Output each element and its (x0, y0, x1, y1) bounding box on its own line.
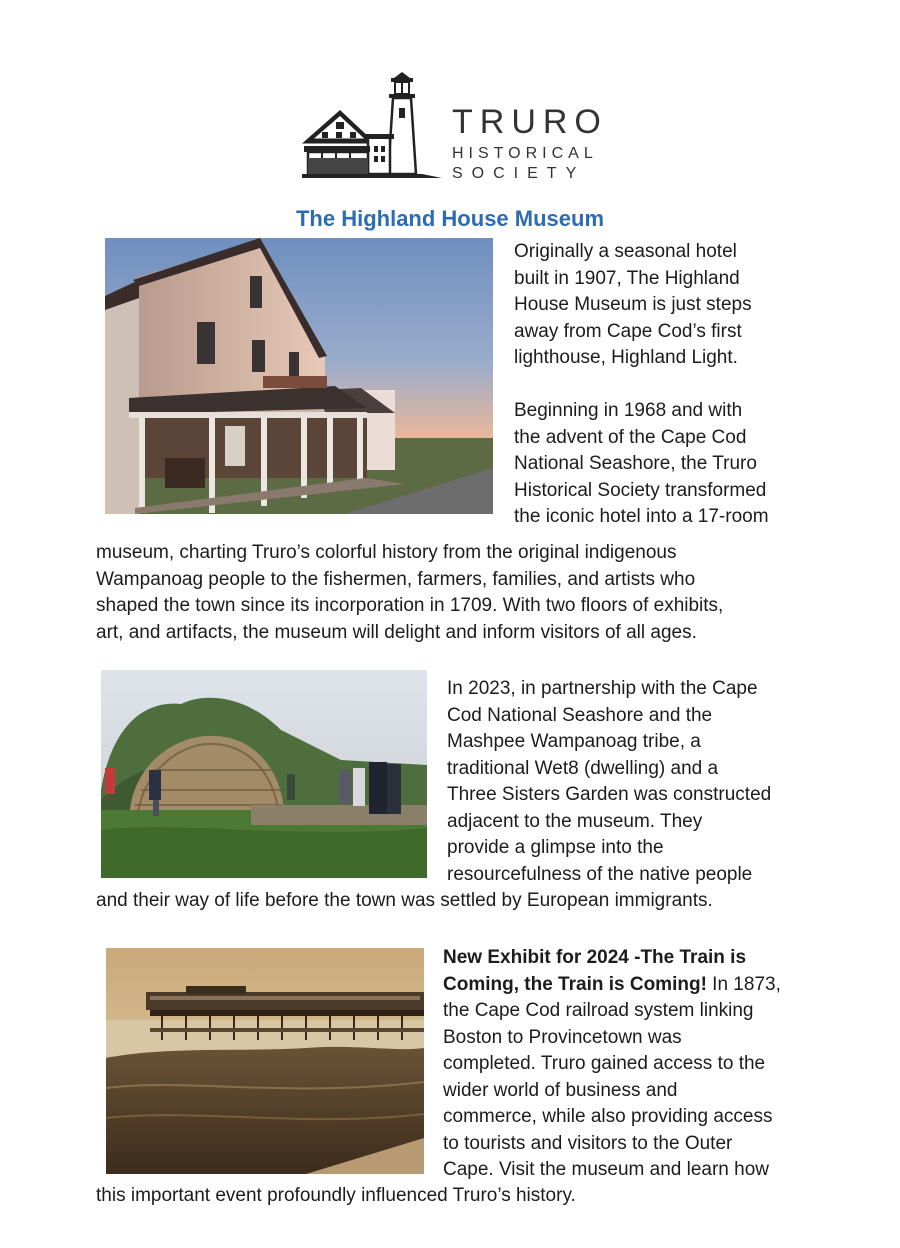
text-line: In 2023, in partnership with the Cape (447, 678, 758, 699)
text-fragment: In 1873, (706, 973, 781, 995)
text-line: shaped the town since its incorporation in 1709. With two floors of exhibits, (96, 595, 724, 616)
text-line: Originally a seasonal hotel (514, 241, 737, 262)
text-line: National Seashore, the Truro (514, 453, 757, 474)
text-line: Historical Society transformed (514, 479, 767, 501)
text-line: traditional Wet8 (dwelling) and a (447, 757, 719, 779)
text-line: resourcefulness of the native people (447, 863, 753, 885)
highland-house-photo (105, 238, 493, 514)
text-line: Three Sisters Garden was constructed (447, 784, 772, 805)
text-line: Cod National Seashore and the (447, 704, 713, 726)
text-line: House Museum is just steps (514, 294, 752, 315)
logo-text (452, 104, 608, 184)
truro-historical-society-logo (302, 70, 608, 182)
text-line: adjacent to the museum. They (447, 810, 703, 832)
text-line: and their way of life before the town was settled by European immigrants. (96, 890, 713, 911)
lighthouse-house-logo-icon (302, 70, 452, 182)
text-line: the iconic hotel into a 17-room (514, 506, 769, 527)
text-line: Wampanoag people to the fishermen, farmers, families, and artists who (96, 568, 696, 590)
historic-train-photo (106, 948, 424, 1174)
text-line: the advent of the Cape Cod (514, 426, 747, 448)
text-line (514, 372, 769, 399)
exhibit-heading-bold: Coming, the Train is Coming! (443, 973, 707, 995)
exhibit-heading-line1 (443, 945, 781, 972)
page-title: The Highland House Museum (295, 206, 605, 231)
logo-line-society: SOCIETY (452, 165, 586, 182)
text-line: built in 1907, The Highland (514, 267, 740, 289)
section2-side-text (447, 676, 771, 888)
text-line: Boston to Provincetown was (443, 1026, 682, 1048)
text-line: away from Cape Cod’s first (514, 320, 742, 342)
text-line: completed. Truro gained access to the (443, 1053, 766, 1074)
section3-side-text (443, 945, 781, 1184)
exhibit-heading-line2 (443, 972, 781, 999)
text-line: Beginning in 1968 and with (514, 400, 743, 421)
text-line: to tourists and visitors to the Outer (443, 1132, 733, 1154)
text-line: art, and artifacts, the museum will delight and inform visitors of all ages. (96, 621, 697, 643)
section1-full-text (96, 540, 723, 646)
text-line: lighthouse, Highland Light. (514, 347, 738, 368)
logo-line-historical: HISTORICAL (452, 145, 598, 162)
exhibit-heading-bold: New Exhibit for 2024 -The Train is (443, 947, 747, 968)
text-line: Mashpee Wampanoag tribe, a (447, 731, 701, 752)
text-line: the Cape Cod railroad system linking (443, 1000, 754, 1021)
logo-name: TRURO (452, 103, 608, 141)
text-line: museum, charting Truro’s colorful history from the original indigenous (96, 542, 677, 563)
section1-side-text (514, 239, 769, 531)
text-line: commerce, while also providing access (443, 1106, 773, 1127)
section3-full-text (96, 1183, 576, 1210)
wet8-dwelling-photo (101, 670, 427, 878)
section2-full-text (96, 888, 713, 915)
text-line: Cape. Visit the museum and learn how (443, 1159, 769, 1180)
text-line: wider world of business and (443, 1079, 678, 1101)
text-line: provide a glimpse into the (447, 837, 664, 858)
text-line: this important event profoundly influenced Truro’s history. (96, 1185, 576, 1206)
